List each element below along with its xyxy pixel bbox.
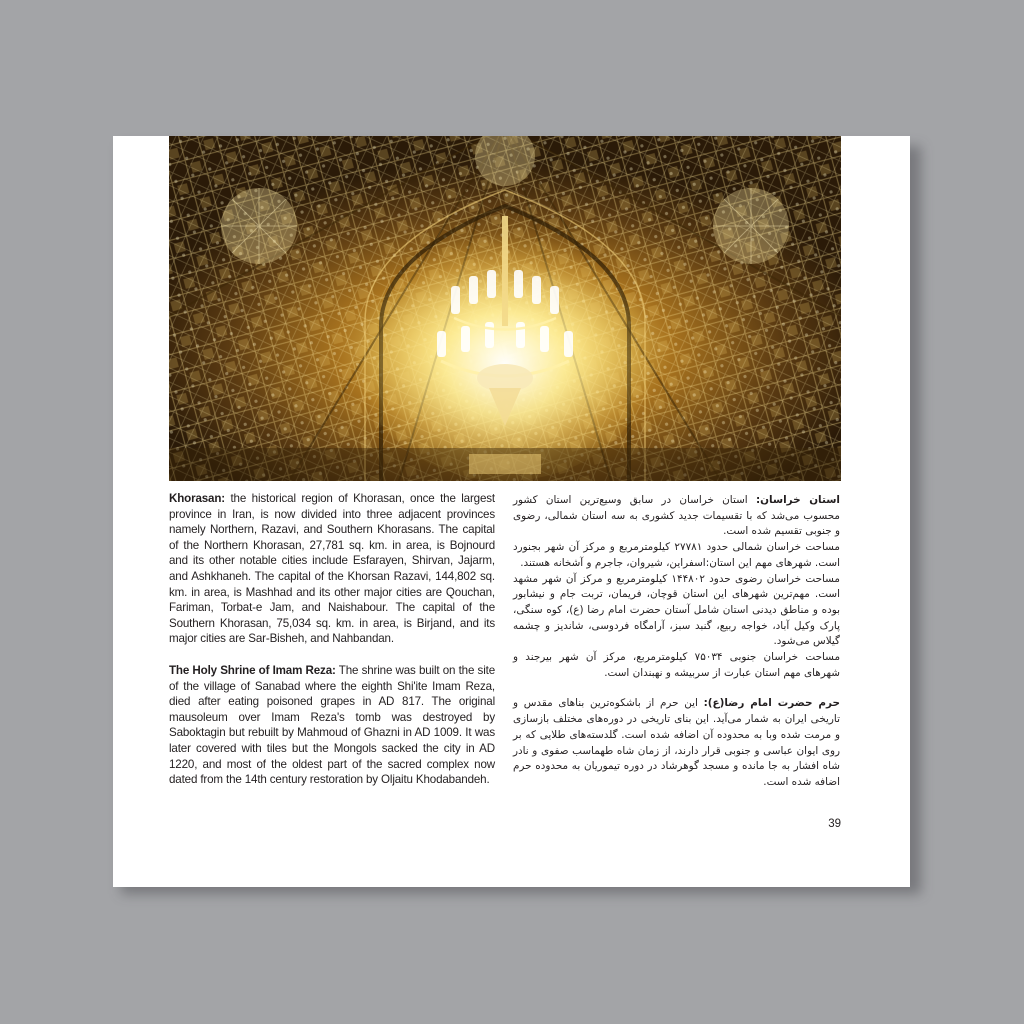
persian-khorasan-paragraph-3: مساحت خراسان رضوی حدود ۱۴۴۸۰۲ کیلومترمربع و مرکز آن شهر مشهد است. مهم‌ترین شهرهای این استان قوچان، فریمان، تربت جام و نیشابور بوده و مناطق دیدنی استان شامل آستان حضرت امام رضا (ع)، کوه سنگی، پارک وکیل آباد، خواجه ربیع، گنبد سبز، آرامگاه فردوسی، شاندیز و چشمه گیلاس می‌شود. (513, 572, 840, 648)
persian-shrine-heading: حرم حضرت امام رضا(ع): (703, 697, 840, 710)
khorasan-body: the historical region of Khorasan, once the largest province in Iran, is now divided into three adjacent provinces namely Northern, Razavi, and Southern Khorasans. The capital of the Northern Khorasan, 27,781 sq. km. in area, is Bojnourd and its other notable cities include Esfarayen, Shirvan, Jajarm, and Ashkhaneh. The capital of the Khorsan Razavi, 144,802 sq. km. in area, is Mashhad and its other major cities are Qouchan, Fariman, Torbat-e Jam, and Naishabour. The capital of the Southern Khorasan, 75,034 sq. km. in area, is Birjand, and its major cities are Sar-Bisheh, and Nahbandan. (169, 492, 495, 646)
persian-khorasan-paragraph-4: مساحت خراسان جنوبی ۷۵۰۳۴ کیلومترمربع، مرکز آن شهر بیرجند و شهرهای مهم استان عبارت از سربیشه و نهبندان است. (513, 651, 841, 679)
book-page (113, 136, 910, 887)
persian-khorasan-paragraph-1 (513, 493, 840, 540)
persian-khorasan-paragraph-2: مساحت خراسان شمالی حدود ۲۷۷۸۱ کیلومترمربع و مرکز آن شهر بجنورد است. شهرهای مهم این استان:اسفراین، شیروان، جاجرم و آشخانه هستند. (513, 541, 840, 569)
persian-shrine-paragraph (513, 696, 840, 790)
english-column (169, 491, 495, 804)
persian-khorasan-heading: استان خراسان: (755, 494, 840, 506)
chandelier-dome-image (169, 136, 841, 481)
persian-column (513, 493, 840, 791)
page-number: 39 (828, 818, 841, 830)
shrine-heading: The Holy Shrine of Imam Reza: (169, 663, 336, 677)
shrine-interior-photo (169, 136, 841, 481)
khorasan-heading: Khorasan: (169, 492, 225, 505)
persian-shrine-body: این حرم از باشکوه‌ترین بناهای مقدس و تاریخی ایران به شمار می‌آید. این بنای تاریخی در دوره‌های مختلف بازسازی و مرمت شده وبا به محدوده آن اضافه شده است. گلدسته‌های طلایی که بر روی ایوان عباسی و جنوبی قرار دارند، از زمان شاه طهماسب صفوی و نادر شاه افشار به جا مانده و مسجد گوهرشاد در دوره تیموریان به محدوده حرم اضافه شده است. (513, 697, 840, 788)
khorasan-paragraph (169, 491, 495, 647)
shrine-body: The shrine was built on the site of the village of Sanabad where the eighth Shi'ite Imam Reza, died after eating poisoned grapes in AD 817. The original mausoleum over Imam Reza's tomb was destroyed by Saboktagin but rebuilt by Mahmoud of Ghazni in AD 1009. It was later covered with tiles but the Mongols sacked the city in AD 1220, and most of the oldest part of the sacred complex now dated from the 14th century restoration by Oljaitu Khodabandeh. (169, 663, 495, 787)
persian-khorasan-intro: استان خراسان در سابق وسیع‌ترین استان کشور محسوب می‌شد که با تقسیمات جدید کشوری به سه استان شمالی، رضوی و جنوبی تقسیم شده است. (513, 494, 840, 538)
shrine-paragraph (169, 663, 495, 788)
